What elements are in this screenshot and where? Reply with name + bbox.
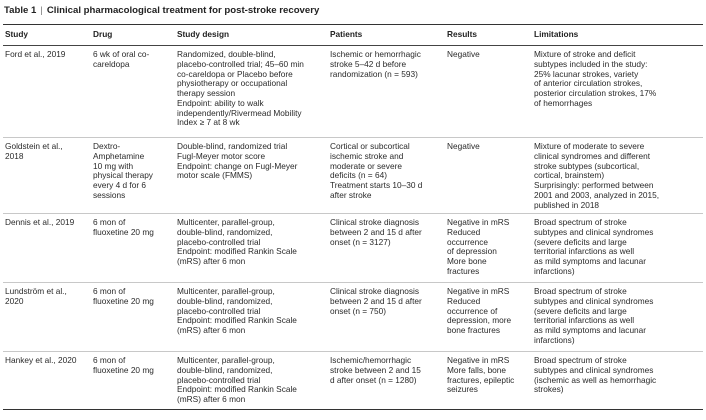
table-row: [3, 214, 703, 283]
cell-limitations: Broad spectrum of stroke subtypes and clinical syndromes (severe deficits and large territorial infarctions as well as mild symptoms and lacunar infarctions): [534, 286, 654, 345]
cell-results: Negative in mRS Reduced occurrence of depression More bone fractures: [447, 217, 510, 276]
table-row: [3, 46, 703, 138]
cell-patients: Clinical stroke diagnosis between 2 and 15 d after onset (n = 750): [330, 286, 422, 316]
cell-results: Negative: [447, 141, 480, 151]
cell-limitations: Broad spectrum of stroke subtypes and clinical syndromes (severe deficits and large territorial infarctions as well as mild symptoms and lacunar infarctions): [534, 217, 654, 276]
table-row: [3, 138, 703, 214]
cell-drug: 6 mon of fluoxetine 20 mg: [93, 286, 154, 306]
cell-patients: Ischemic/hemorrhagic stroke between 2 and 15 d after onset (n = 1280): [330, 355, 421, 385]
cell-study: Dennis et al., 2019: [5, 217, 75, 227]
cell-results: Negative in mRS More falls, bone fractures, epileptic seizures: [447, 355, 515, 395]
cell-limitations: Mixture of moderate to severe clinical syndromes and different stroke subtypes (subcortical, cortical, brainstem) Surprisingly: performed between 2001 and 2003, analyzed in 2015, published in 2018: [534, 141, 660, 210]
column-header-study-design: Study design: [175, 25, 328, 46]
column-header-limitations: Limitations: [532, 25, 703, 46]
cell-study: Lundström et al., 2020: [5, 286, 67, 306]
cell-study: Ford et al., 2019: [5, 49, 66, 59]
cell-study-design: Randomized, double-blind, placebo-controlled trial; 45–60 min co-careldopa or Placebo before physiotherapy or occupational therapy session Endpoint: ability to walk independently/Rivermead Mobility Index ≥ 7 at 8 wk: [177, 49, 304, 128]
cell-drug: 6 mon of fluoxetine 20 mg: [93, 355, 154, 375]
cell-patients: Cortical or subcortical ischemic stroke and moderate or severe deficits (n = 64) Treatment starts 10–30 d after stroke: [330, 141, 423, 200]
cell-study: Hankey et al., 2020: [5, 355, 77, 365]
table-row: [3, 352, 703, 410]
cell-study: Goldstein et al., 2018: [5, 141, 63, 161]
cell-results: Negative: [447, 49, 480, 59]
cell-drug: 6 mon of fluoxetine 20 mg: [93, 217, 154, 237]
table-header-row: [3, 25, 703, 46]
table-row: [3, 283, 703, 352]
cell-limitations: Broad spectrum of stroke subtypes and clinical syndromes (ischemic as well as hemorrhagic strokes): [534, 355, 657, 395]
column-header-patients: Patients: [328, 25, 445, 46]
column-header-results: Results: [445, 25, 532, 46]
pharmacological-treatment-table: [3, 24, 703, 410]
table-title: Clinical pharmacological treatment for post-stroke recovery: [46, 5, 320, 16]
cell-study-design: Multicenter, parallel-group, double-blind, randomized, placebo-controlled trial Endpoint: modified Rankin Scale (mRS) after 6 mon: [177, 355, 297, 404]
cell-patients: Ischemic or hemorrhagic stroke 5–42 d before randomization (n = 593): [330, 49, 421, 79]
column-header-study: Study: [3, 25, 91, 46]
cell-study-design: Double-blind, randomized trial Fugl-Meyer motor score Endpoint: change on Fugl-Meyer motor scale (FMMS): [177, 141, 298, 181]
caption-separator: |: [40, 5, 43, 16]
table-label: Table 1: [4, 5, 37, 16]
cell-study-design: Multicenter, parallel-group, double-blind, randomized, placebo-controlled trial Endpoint: modified Rankin Scale (mRS) after 6 mon: [177, 217, 297, 266]
column-header-drug: Drug: [91, 25, 175, 46]
cell-drug: 6 wk of oral co- careldopa: [93, 49, 150, 69]
cell-limitations: Mixture of stroke and deficit subtypes included in the study: 25% lacunar strokes, variety of anterior circulation strokes, posterior circulation strokes, 17% of hemorrhages: [534, 49, 657, 108]
cell-patients: Clinical stroke diagnosis between 2 and 15 d after onset (n = 3127): [330, 217, 422, 247]
cell-study-design: Multicenter, parallel-group, double-blind, randomized, placebo-controlled trial Endpoint: modified Rankin Scale (mRS) after 6 mon: [177, 286, 297, 335]
table-caption: [4, 5, 319, 19]
cell-results: Negative in mRS Reduced occurrence of depression, more bone fractures: [447, 286, 512, 335]
cell-drug: Dextro- Amphetamine 10 mg with physical therapy every 4 d for 6 sessions: [93, 141, 153, 200]
